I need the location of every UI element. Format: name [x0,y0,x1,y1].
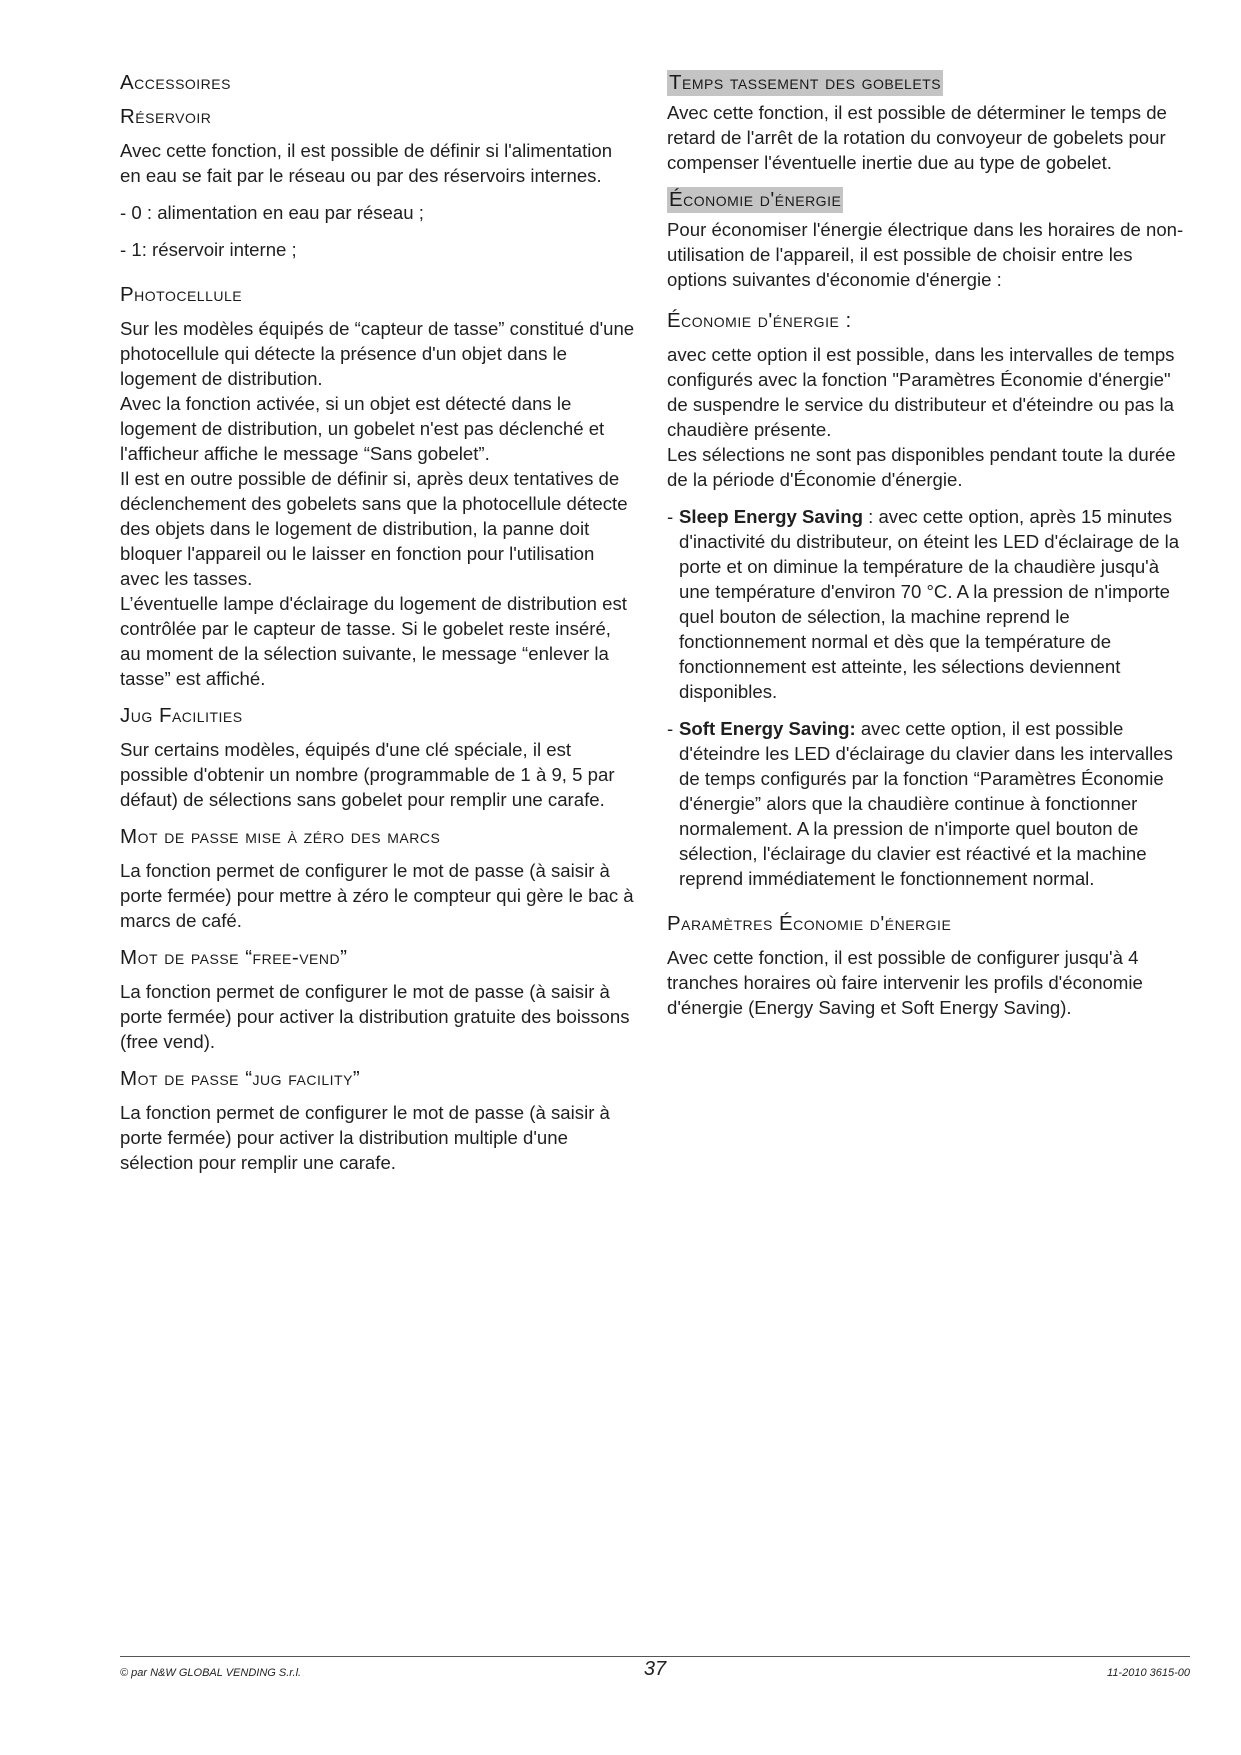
left-column [120,70,635,1187]
paragraph-mdp-free-vend: La fonction permet de configurer le mot de passe (à saisir à porte fermée) pour activer la distribution gratuite des boissons (free vend). [120,981,630,1052]
bullet-dash: - [667,718,674,739]
heading-economie-energie: Économie d'énergie [669,188,842,211]
paragraph-mdp-marcs: La fonction permet de configurer le mot de passe (à saisir à porte fermée) pour mettre à zéro le compteur qui gère le bac à marcs de café. [120,860,634,931]
paragraph-economie-option-2: Les sélections ne sont pas disponibles pendant toute la durée de la période d'Économie d'énergie. [667,444,1176,490]
soft-label: Soft Energy Saving: [679,718,856,739]
heading-reservoir: Réservoir [120,105,212,128]
heading-temps-tassement: Temps tassement des gobelets [669,71,942,94]
paragraph-parametres-economie: Avec cette fonction, il est possible de configurer jusqu'à 4 tranches horaires où faire intervenir les profils d'économie d'énergie (Energy Saving et Soft Energy Saving). [667,947,1143,1018]
footer-divider [120,1656,1190,1657]
page-number: 37 [643,1658,667,1680]
footer-copyright: © par N&W GLOBAL VENDING S.r.l. [120,1667,302,1679]
heading-parametres-economie: Paramètres Économie d'énergie [667,912,952,935]
soft-text: avec cette option, il est possible d'éteindre les LED d'éclairage du clavier dans les intervalles de temps configurés par la fonction “Paramètres Économie d'énergie” alors que la chaudière continue à fonctionner normalement. A la pression de n'importe quel bouton de sélection, l'éclairage du clavier est réactivé et la machine reprend immédiatement le fonctionnement normal. [679,718,1173,889]
paragraph-mdp-jug-facility: La fonction permet de configurer le mot de passe (à saisir à porte fermée) pour activer la distribution multiple d'une sélection pour remplir une carafe. [120,1102,610,1173]
reservoir-option-1: - 1: réservoir interne ; [120,239,297,260]
bullet-text [679,504,1190,704]
heading-mdp-jug-facility: Mot de passe “jug facility” [120,1067,361,1090]
paragraph-photocellule-1: Sur les modèles équipés de “capteur de tasse” constitué d'une photocellule qui détecte la présence d'un objet dans le logement de distribution. [120,318,635,389]
heading-photocellule: Photocellule [120,283,243,306]
footer-doc-code: 11-2010 3615-00 [1107,1667,1190,1679]
page-footer [120,1658,1190,1688]
heading-jug-facilities: Jug Facilities [120,704,243,727]
sleep-label: Sleep Energy Saving [679,506,863,527]
paragraph-temps-tassement: Avec cette fonction, il est possible de déterminer le temps de retard de l'arrêt de la rotation du convoyeur de gobelets pour compenser l'éventuelle inertie due au type de gobelet. [667,102,1167,173]
bullet-text [679,716,1190,891]
paragraph-jug-facilities: Sur certains modèles, équipés d'une clé spéciale, il est possible d'obtenir un nombre (programmable de 1 à 9, 5 par défaut) de sélections sans gobelet pour remplir une carafe. [120,739,615,810]
paragraph-photocellule-4: L’éventuelle lampe d'éclairage du logement de distribution est contrôlée par le capteur de tasse. Si le gobelet reste inséré, au moment de la sélection suivante, le message “enlever la tasse” est affiché. [120,593,627,689]
paragraph-photocellule-3: Il est en outre possible de définir si, après deux tentatives de déclenchement des gobelets sans que la photocellule détecte des objets dans le logement de distribution, la panne doit bloquer l'appareil ou le laisser en fonction pour l'utilisation avec les tasses. [120,468,628,589]
sleep-text: : avec cette option, après 15 minutes d'inactivité du distributeur, on éteint les LED d'éclairage de la porte et on diminue la température de la chaudière jusqu'à une température d'environ 70 °C. A la pression de n'importe quel bouton de sélection, la machine reprend le fonctionnement normal et dès que la température de fonctionnement est atteinte, les sélections deviennent disponibles. [679,506,1180,702]
bullet-soft-energy-saving [667,716,1190,891]
heading-mdp-marcs: Mot de passe mise à zéro des marcs [120,825,441,848]
reservoir-option-0: - 0 : alimentation en eau par réseau ; [120,202,424,223]
right-column [667,70,1190,1032]
heading-accessoires: Accessoires [120,71,231,94]
paragraph-economie-energie: Pour économiser l'énergie électrique dans les horaires de non-utilisation de l'appareil, il est possible de choisir entre les options suivantes d'économie d'énergie : [667,219,1184,290]
paragraph-reservoir: Avec cette fonction, il est possible de définir si l'alimentation en eau se fait par le réseau ou par des réservoirs internes. [120,140,613,186]
paragraph-photocellule-2: Avec la fonction activée, si un objet est détecté dans le logement de distribution, un gobelet n'est pas déclenché et l'afficheur affiche le message “Sans gobelet”. [120,393,605,464]
paragraph-economie-option-1: avec cette option il est possible, dans les intervalles de temps configurés avec la fonction "Paramètres Économie d'énergie" de suspendre le service du distributeur et d'éteindre ou pas la chaudière présente. [667,344,1175,440]
heading-economie-energie-options: Économie d'énergie : [667,309,852,332]
bullet-dash: - [667,506,674,527]
heading-mdp-free-vend: Mot de passe “free-vend” [120,946,348,969]
bullet-sleep-energy-saving [667,504,1190,704]
